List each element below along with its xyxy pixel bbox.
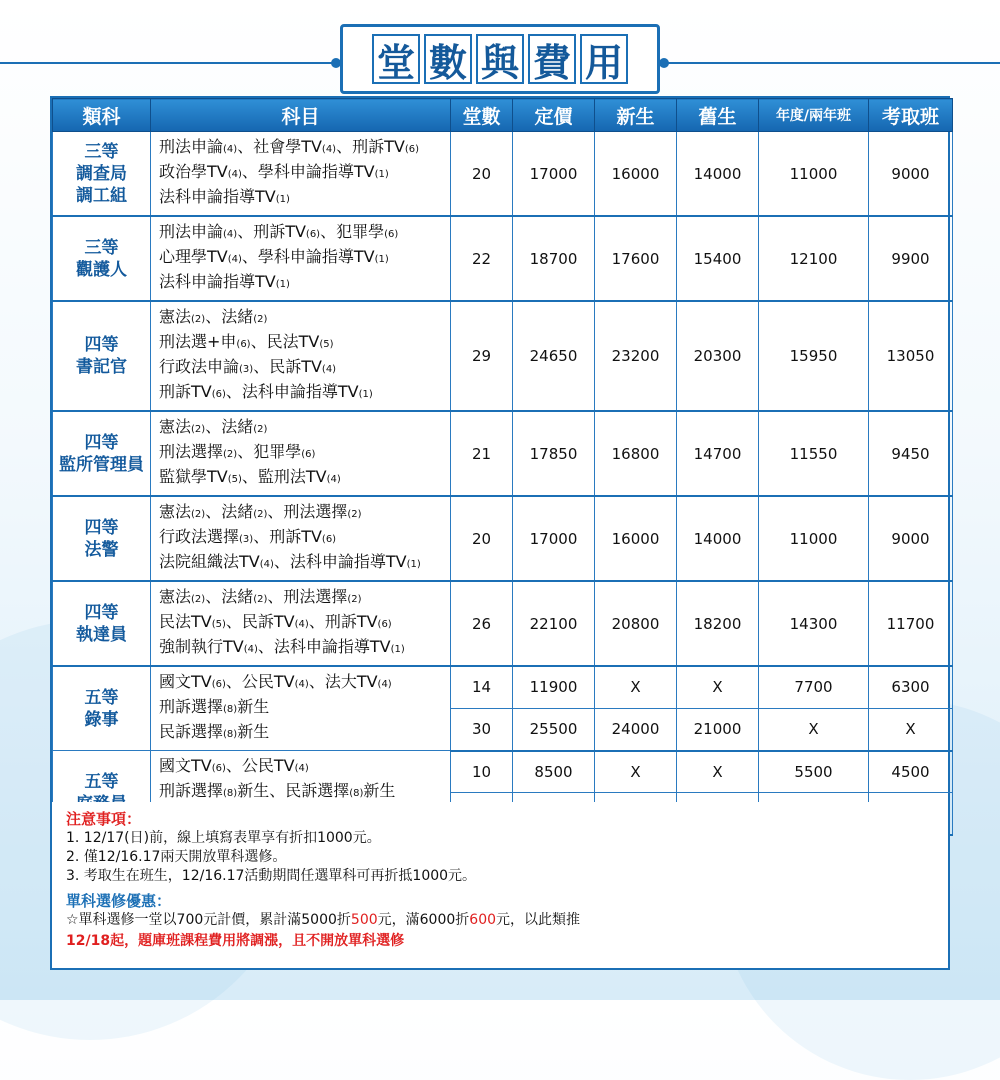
category-line: 錄事 [84,709,119,730]
subject-session-count: (6) [211,679,226,690]
exam-class-price-cell: X [869,708,953,750]
price-cell: 25500 [513,708,595,750]
subject-name: 心理學TV [159,247,228,266]
category-line: 三等 [84,237,119,258]
header-new-student: 新生 [595,99,677,132]
subjects-cell [151,216,451,301]
price-increase-notice [66,932,934,951]
new-student-price-cell: 24000 [595,708,677,750]
header-list-price: 定價 [513,99,595,132]
subject-session-count: (4) [243,644,258,655]
table-row [53,666,953,708]
subject-session-count: (1) [275,194,290,205]
subject-session-count: (1) [374,169,389,180]
subject-name: 、刑訴TV [308,612,378,631]
category-line: 調查局 [76,163,127,184]
subject-session-count: (4) [294,763,309,774]
table-header-row [53,99,953,132]
subject-name: 刑法選+申 [159,332,237,351]
sessions-cell: 10 [451,751,513,793]
subject-line [159,186,444,211]
subject-session-count: (2) [223,449,238,460]
exam-class-price-cell: 9000 [869,132,953,217]
subject-name: 、犯罪學 [237,442,302,461]
returning-student-price-cell: 18200 [677,581,759,666]
subject-session-count: (2) [191,594,206,605]
price-cell: 8500 [513,751,595,793]
subject-name: 國文TV [159,672,212,691]
note-item: 1. 12/17(日)前，線上填寫表單享有折扣1000元。 [66,830,381,846]
subject-name: 憲法 [159,587,192,606]
subject-line [159,696,444,721]
returning-student-price-cell: 20300 [677,301,759,411]
subject-session-count: (2) [253,509,268,520]
subject-session-count: (6) [301,449,316,460]
promo-text [66,911,934,930]
subject-name: 新生 [237,722,270,741]
title-char: 用 [580,34,628,84]
category-cell [53,666,151,751]
subject-name: 、公民TV [225,756,295,775]
subject-name: 、民訴TV [253,357,322,376]
subject-line [159,221,444,246]
title-rule-left [0,62,340,64]
subject-name: 、法緒 [205,502,254,521]
subject-line [159,381,444,406]
subject-name: 國文TV [159,756,212,775]
category-line: 四等 [84,432,119,453]
returning-student-price-cell: 21000 [677,708,759,750]
promo-text-part: 元，滿6000折 [377,912,470,928]
category-line: 四等 [84,602,119,623]
subject-session-count: (8) [223,788,238,799]
subject-session-count: (3) [239,364,254,375]
subject-name: 、犯罪學 [320,222,385,241]
new-student-price-cell: 16000 [595,132,677,217]
subject-line [159,416,444,441]
subject-session-count: (4) [294,619,309,630]
notes-panel [50,802,950,970]
subject-session-count: (4) [321,364,337,375]
annual-class-price-cell: 11000 [759,132,869,217]
subject-name: 、學科申論指導TV [241,162,375,181]
subject-name: 、法科申論指導TV [225,382,359,401]
subjects-cell [151,301,451,411]
subject-session-count: (2) [253,314,268,325]
annual-class-price-cell: 5500 [759,751,869,793]
category-cell [53,216,151,301]
new-student-price-cell: 17600 [595,216,677,301]
subject-session-count: (2) [253,424,268,435]
notice-date: 12/18起 [66,933,125,949]
annual-class-price-cell: 7700 [759,666,869,708]
price-table-container [50,96,950,838]
subject-name: 法科申論指導TV [159,187,276,206]
exam-class-price-cell: 13050 [869,301,953,411]
subject-session-count: (1) [374,254,389,265]
subject-line [159,526,444,551]
new-student-price-cell: 16000 [595,496,677,581]
new-student-price-cell: 16800 [595,411,677,496]
subject-name: 法院組織法TV [159,552,260,571]
subject-name: 刑訴選擇 [159,781,224,800]
subject-session-count: (5) [227,474,242,485]
category-line: 書記官 [76,357,127,377]
page-header [0,24,1000,100]
promo-discount-amount: 600 [469,912,497,928]
subject-session-count: (2) [191,424,206,435]
table-row [53,301,953,411]
subjects-cell [151,132,451,217]
returning-student-price-cell: 15400 [677,216,759,301]
subject-session-count: (6) [236,339,251,350]
returning-student-price-cell: X [677,751,759,793]
price-cell: 17000 [513,132,595,217]
promo-heading: 單科選修優惠： [66,892,172,910]
subject-session-count: (4) [223,229,238,240]
category-line: 五等 [84,771,119,792]
header-subjects: 科目 [151,99,451,132]
subject-line [159,501,444,526]
subject-session-count: (1) [390,644,405,655]
price-cell: 24650 [513,301,595,411]
promo-text-part: ☆單科選修一堂以700元計價，累計滿5000折 [66,912,351,928]
category-line: 五等 [84,687,119,708]
title-char: 與 [476,34,524,84]
subject-name: 法科申論指導TV [159,272,276,291]
subject-name: 、民法TV [250,332,320,351]
subject-line [159,306,444,331]
table-row [53,132,953,217]
subject-line [159,671,444,696]
subject-session-count: (5) [319,339,334,350]
subject-name: 、社會學TV [237,137,322,156]
subject-name: 新生 [363,781,396,800]
price-cell: 22100 [513,581,595,666]
subject-name: 、法緒 [205,417,254,436]
subject-line [159,161,444,186]
subject-session-count: (4) [227,254,242,265]
price-cell: 17000 [513,496,595,581]
new-student-price-cell: X [595,666,677,708]
subject-line [159,636,444,661]
subject-session-count: (4) [321,144,337,155]
subject-session-count: (2) [191,314,206,325]
subject-name: 刑訴TV [159,382,212,401]
title-char: 堂 [372,34,420,84]
subject-session-count: (2) [191,509,206,520]
category-line: 四等 [84,517,119,538]
subject-name: 刑法申論 [159,222,224,241]
subjects-cell [151,581,451,666]
subject-session-count: (2) [253,594,268,605]
exam-class-price-cell: 9900 [869,216,953,301]
subject-session-count: (3) [239,534,254,545]
new-student-price-cell: 20800 [595,581,677,666]
category-cell [53,132,151,217]
price-cell: 18700 [513,216,595,301]
exam-class-price-cell: 11700 [869,581,953,666]
header-sessions: 堂數 [451,99,513,132]
category-cell [53,301,151,411]
subject-session-count: (5) [211,619,226,630]
new-student-price-cell: X [595,751,677,793]
subject-line [159,331,444,356]
table-row [53,496,953,581]
category-line: 四等 [84,335,119,355]
note-item: 3. 考取生在班生，12/16.17活動期間任選單科可再折抵1000元。 [66,868,477,884]
subject-session-count: (8) [223,704,238,715]
returning-student-price-cell: X [677,666,759,708]
exam-class-price-cell: 6300 [869,666,953,708]
annual-class-price-cell: 15950 [759,301,869,411]
subject-session-count: (6) [305,229,321,240]
header-annual-class: 年度/兩年班 [759,99,869,132]
price-table [52,98,953,836]
sessions-cell: 20 [451,132,513,217]
subject-name: 、法緒 [205,307,254,326]
table-row [53,751,953,793]
annual-class-price-cell: 11000 [759,496,869,581]
subjects-cell [151,496,451,581]
subject-line [159,611,444,636]
subjects-cell [151,411,451,496]
subject-name: 民法TV [159,612,212,631]
subject-session-count: (1) [358,389,373,400]
category-line: 三等 [84,141,119,162]
subjects-cell [151,666,451,751]
subject-session-count: (6) [321,534,337,545]
subject-name: 行政法選擇 [159,527,240,546]
subject-session-count: (2) [347,594,362,605]
subject-name: 刑法申論 [159,137,224,156]
price-cell: 17850 [513,411,595,496]
subject-line [159,356,444,381]
notice-text: ，題庫班課程費用將調漲，且不開放單科選修 [124,933,405,949]
annual-class-price-cell: 12100 [759,216,869,301]
header-category: 類科 [53,99,151,132]
subject-name: 、法緒 [205,587,254,606]
promo-text-part: 元，以此類推 [496,912,581,928]
sessions-cell: 22 [451,216,513,301]
sessions-cell: 21 [451,411,513,496]
subject-line [159,721,444,746]
subject-name: 新生 [237,697,270,716]
subject-name: 、法科申論指導TV [273,552,407,571]
subject-name: 、刑訴TV [237,222,306,241]
subject-session-count: (8) [223,729,238,740]
category-line: 執達員 [76,624,127,645]
subject-name: 、法科申論指導TV [257,637,391,656]
subject-session-count: (6) [211,763,226,774]
subject-line [159,136,444,161]
subject-session-count: (6) [384,229,399,240]
notes-heading: 注意事項： [66,810,142,828]
subject-session-count: (4) [377,679,392,690]
subject-name: 刑訴選擇 [159,697,224,716]
subject-name: 、民訴TV [225,612,295,631]
subject-session-count: (6) [211,389,226,400]
table-body [53,132,953,835]
note-item: 2. 僅12/16.17兩天開放單科選修。 [66,849,287,865]
category-line: 法警 [84,539,119,560]
subject-line [159,755,444,780]
subject-line [159,551,444,576]
subject-name: 政治學TV [159,162,228,181]
subject-name: 、刑訴TV [336,137,405,156]
subject-session-count: (6) [404,144,419,155]
subject-session-count: (8) [349,788,364,799]
subject-name: 監獄學TV [159,467,228,486]
subject-line [159,246,444,271]
subject-name: 、監刑法TV [241,467,327,486]
subject-line [159,271,444,296]
new-student-price-cell: 23200 [595,301,677,411]
subject-session-count: (4) [259,559,274,570]
header-returning-student: 舊生 [677,99,759,132]
subject-name: 、刑法選擇 [267,587,348,606]
subject-name: 憲法 [159,502,192,521]
subject-session-count: (4) [223,144,238,155]
returning-student-price-cell: 14000 [677,496,759,581]
subject-session-count: (1) [275,279,290,290]
subject-session-count: (4) [294,679,309,690]
subject-session-count: (2) [347,509,362,520]
returning-student-price-cell: 14000 [677,132,759,217]
subject-session-count: (4) [326,474,341,485]
sessions-cell: 14 [451,666,513,708]
category-line: 調工組 [76,185,127,206]
table-row [53,216,953,301]
subject-name: 民訴選擇 [159,722,224,741]
subject-name: 新生、民訴選擇 [237,781,350,800]
header-exam-class: 考取班 [869,99,953,132]
exam-class-price-cell: 9000 [869,496,953,581]
subject-name: 、公民TV [225,672,295,691]
sessions-cell: 26 [451,581,513,666]
subject-session-count: (6) [377,619,392,630]
subject-session-count: (1) [406,559,421,570]
exam-class-price-cell: 4500 [869,751,953,793]
subject-name: 、法大TV [308,672,378,691]
subject-name: 刑法選擇 [159,442,224,461]
subject-name: 行政法申論 [159,357,240,376]
category-cell [53,581,151,666]
promo-discount-amount: 500 [350,912,378,928]
annual-class-price-cell: X [759,708,869,750]
sessions-cell: 30 [451,708,513,750]
sessions-cell: 20 [451,496,513,581]
exam-class-price-cell: 9450 [869,411,953,496]
title-char: 費 [528,34,576,84]
category-line: 監所管理員 [59,454,144,475]
title-rule-right [660,62,1000,64]
category-cell [53,411,151,496]
table-row [53,411,953,496]
sessions-cell: 29 [451,301,513,411]
subject-line [159,466,444,491]
subject-line [159,441,444,466]
returning-student-price-cell: 14700 [677,411,759,496]
annual-class-price-cell: 14300 [759,581,869,666]
subject-name: 憲法 [159,307,192,326]
annual-class-price-cell: 11550 [759,411,869,496]
subject-line [159,586,444,611]
price-cell: 11900 [513,666,595,708]
subject-name: 、刑法選擇 [267,502,348,521]
subject-name: 、學科申論指導TV [241,247,375,266]
category-cell [53,496,151,581]
title-char: 數 [424,34,472,84]
table-row [53,581,953,666]
subject-name: 強制執行TV [159,637,244,656]
subject-name: 憲法 [159,417,192,436]
page-title [340,24,660,94]
subject-name: 、刑訴TV [253,527,322,546]
category-line: 觀護人 [76,259,127,280]
subject-session-count: (4) [227,169,242,180]
